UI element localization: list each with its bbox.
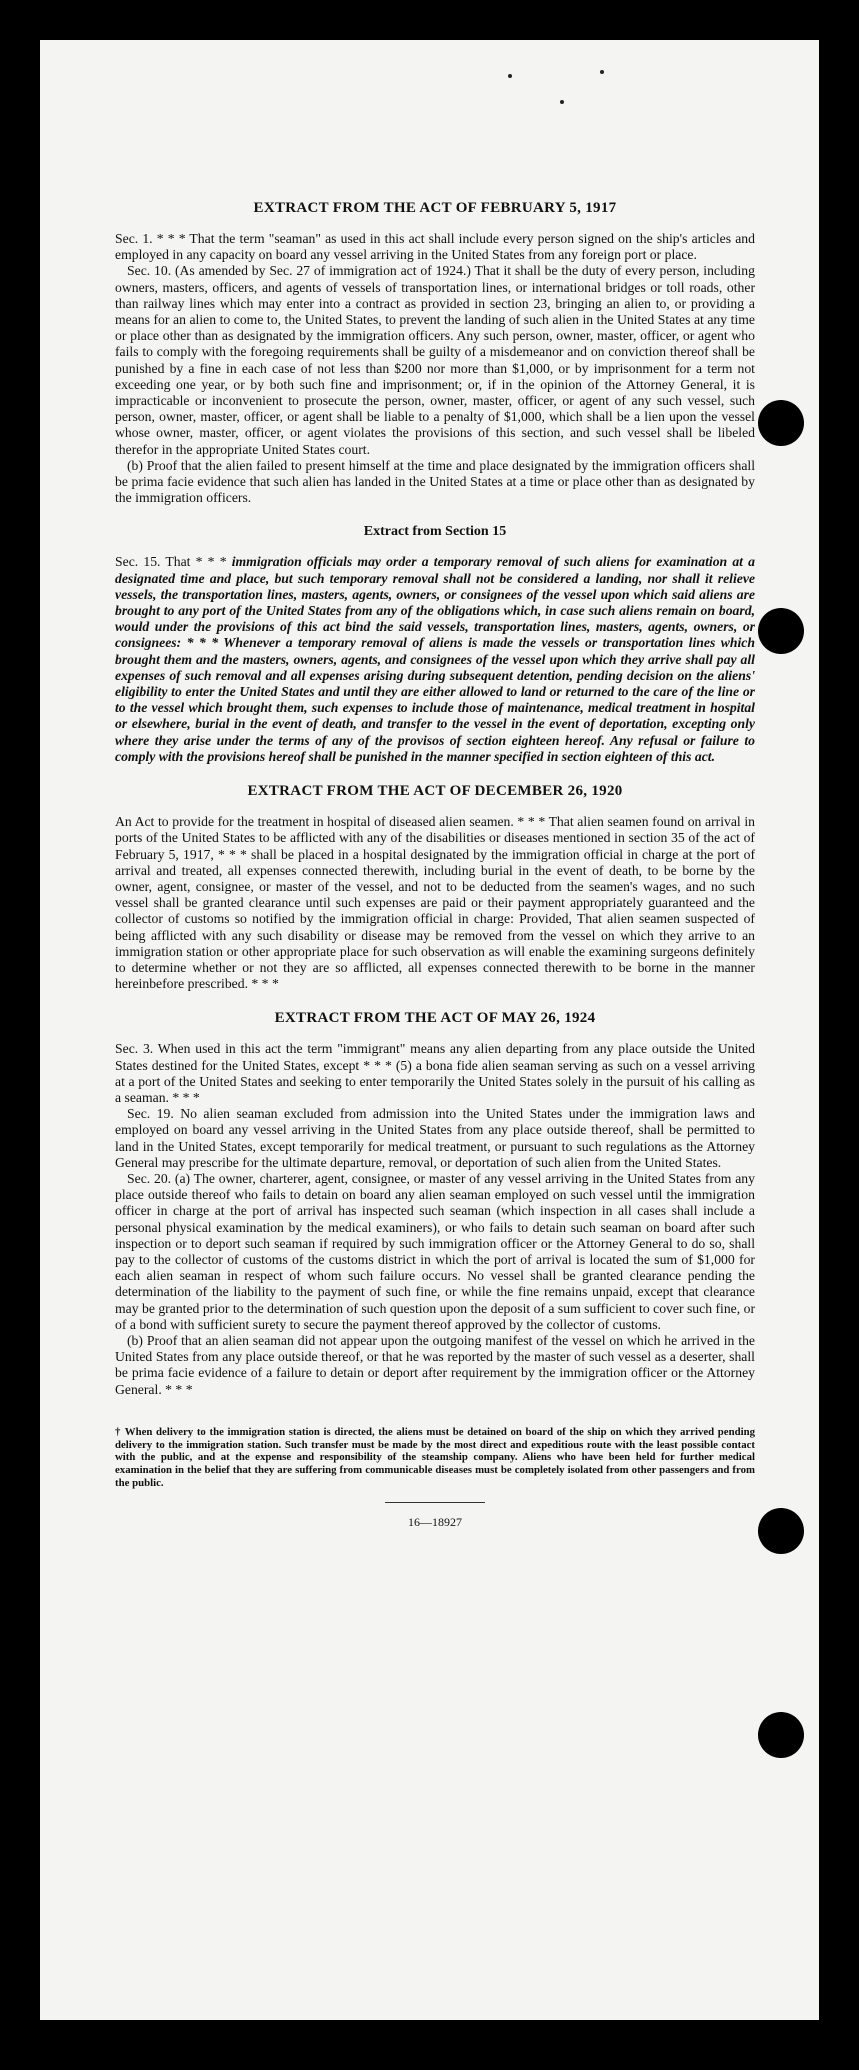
- scan-speck: [508, 74, 512, 78]
- punch-hole: [758, 608, 804, 654]
- paragraph-sec-20: Sec. 20. (a) The owner, charterer, agent, consignee, or master of any vessel arriving in the United States from any place outside thereof who fails to detain on board any alien seaman employed on such vessel until the immigration officer in charge at the port of arrival has inspected such seaman (which inspection in all cases shall include a personal physical examination by the medical examiners), or who fails to detain such seaman on board after such inspection or to deport such seaman if required by such immigration officer or the Attorney General to do so, shall pay to the collector of customs of the customs district in which the port of arrival is located the sum of $1,000 for each alien seaman in respect of whom such failure occurs. No vessel shall be granted clearance pending the determination of the liability to the payment of such fine, or while the fine remains unpaid, except that clearance may be granted prior to the determination of such question upon the deposit of a sum sufficient to cover such fine, or of a bond with sufficient surety to secure the payment thereof approved by the collector of customs.: [115, 1170, 755, 1332]
- heading-extract-15: Extract from Section 15: [363, 524, 507, 540]
- section-act-1920: [115, 783, 755, 992]
- document-page: [40, 40, 819, 2020]
- footnote: † When delivery to the immigration station is directed, the aliens must be detained on board of the ship on which they arrived pending delivery to the immigration station. Such transfer must be made by the most direct and expeditious route with the least possible contact with the public, and at the expense and responsibility of the steamship company. Aliens who have been held for further medical examination in the belief that they are suffering from communicable diseases must be completely isolated from other passengers and from the public.: [115, 1425, 755, 1489]
- paragraph-act-1920: An Act to provide for the treatment in hospital of diseased alien seamen. * * * That alien seamen found on arrival in ports of the United States to be afflicted with any of the disabilities or diseases mentioned in section 35 of the act of February 5, 1917, * * * shall be placed in a hospital designated by the immigration official in charge at the port of arrival and treated, all expenses connected therewith, including burial in the event of death, to be borne by the owner, agent, consignee, or master of the vessel, and not to be deducted from the seamen's wages, and no such vessel shall be granted clearance until such expenses are paid or their payment appropriately guaranteed and the collector of customs so notified by the immigration official in charge: Provided, That alien seamen suspected of being afflicted with any such disability or disease may be removed from the vessel on which they arrive to an immigration station or other appropriate place for such observation as will enable the examining surgeons definitely to determine whether or not they are so afflicted, all expenses connected therewith to be borne in the manner hereinbefore prescribed. * * *: [115, 814, 755, 992]
- page-number: 16—18927: [408, 1514, 462, 1529]
- punch-hole: [758, 1508, 804, 1554]
- paragraph-sec-10b: (b) Proof that the alien failed to present himself at the time and place designated by the immigration officers shall be prima facie evidence that such alien has landed in the United States at a time or place other than as designated by the immigration officers.: [115, 457, 755, 506]
- punch-hole: [758, 400, 804, 446]
- sec-15-text: immigration officials may order a temporary removal of such aliens for examination at a designated time and place, but such temporary removal shall not be considered a landing, nor shall it relieve vessels, the transportation lines, masters, agents, owners, or consignees of the vessel upon which said aliens are brought to any port of the United States from any of the obligations which, in case such aliens remain on board, would under the provisions of this act bind the said vessels, transportation lines, masters, agents, owners, or consignees: * * * Whenever a temporary removal of aliens is made the vessels or transportation lines which brought them and the masters, owners, agents, and consignees of the vessel upon which they arrive shall pay all expenses of such removal and all expenses arising during subsequent detention, pending decision on the aliens' eligibility to enter the United States and until they are either allowed to land or returned to the care of the line or to the vessel which brought them, such expenses to include those of maintenance, medical treatment in hospital or elsewhere, burial in the event of death, and transfer to the vessel in the event of deportation, excepting only where they arise under the terms of any of the provisos of section eighteen hereof. Any refusal or failure to comply with the provisions hereof shall be punished in the manner specified in section eighteen of this act.: [115, 554, 756, 764]
- heading-act-1917: EXTRACT FROM THE ACT OF FEBRUARY 5, 1917: [253, 200, 617, 216]
- sec-15-lead: Sec. 15. That * * *: [115, 554, 227, 570]
- paragraph-sec-20b: (b) Proof that an alien seaman did not appear upon the outgoing manifest of the vessel on which he arrived in the United States from any place outside thereof, or that he was reported by the master of such vessel as a deserter, shall be prima facie evidence of a failure to detain or deport after requirement by the immigration officer or the Attorney General. * * *: [115, 1332, 755, 1397]
- punch-hole: [758, 1712, 804, 1758]
- paragraph-sec-10: Sec. 10. (As amended by Sec. 27 of immigration act of 1924.) That it shall be the duty of every person, including owners, masters, officers, and agents of vessels of transportation lines, or international bridges or toll roads, other than railway lines which may enter into a contract as provided in section 23, bringing an alien to, or providing a means for an alien to come to, the United States, to prevent the landing of such alien in the United States at any time or place other than as designated by the immigration officers. Any such person, owner, master, officer, or agent who fails to comply with the foregoing requirements shall be guilty of a misdemeanor and on conviction thereof shall be punished by a fine in each case of not less than $200 nor more than $1,000, or by imprisonment for a term not exceeding one year, or by both such fine and imprisonment; or, if in the opinion of the Attorney General, it is impracticable or inconvenient to prosecute the person, owner, master, officer, or agent of any such vessel, such person, owner, master, officer, or agent shall be liable to a penalty of $1,000, which shall be a lien upon the vessel whose owner, master, officer, or agent violates the provisions of this section, and such vessel shall be libeled therefor in the appropriate United States court.: [115, 263, 755, 457]
- section-act-1917: [115, 200, 755, 506]
- paragraph-sec-3: Sec. 3. When used in this act the term "immigrant" means any alien departing from any place outside the United States destined for the United States, except * * * (5) a bona fide alien seaman serving as such on a vessel arriving at a port of the United States and seeking to enter temporarily the United States solely in the pursuit of his calling as a seaman. * * *: [115, 1041, 755, 1105]
- paragraph-sec-15: [115, 554, 755, 765]
- scan-speck: [560, 100, 564, 104]
- paragraph-sec-19: Sec. 19. No alien seaman excluded from admission into the United States under the immigration laws and employed on board any vessel arriving in the United States from any place outside thereof, shall be permitted to land in the United States, except temporarily for medical treatment, or pursuant to such regulations as the Attorney General may prescribe for the ultimate departure, removal, or deportation of such alien from the United States.: [115, 1106, 755, 1170]
- scan-speck: [600, 70, 604, 74]
- document-content: [115, 200, 755, 1530]
- paragraph-sec-1: Sec. 1. * * * That the term "seaman" as used in this act shall include every person signed on the ship's articles and employed in any capacity on board any vessel arriving in the United States from any foreign port or place.: [115, 231, 755, 263]
- heading-act-1924: EXTRACT FROM THE ACT OF MAY 26, 1924: [274, 1010, 596, 1027]
- section-act-1924: [115, 1010, 755, 1397]
- section-extract-15: [115, 524, 755, 765]
- footnote-divider: [385, 1502, 485, 1503]
- heading-act-1920: EXTRACT FROM THE ACT OF DECEMBER 26, 1920: [247, 783, 623, 800]
